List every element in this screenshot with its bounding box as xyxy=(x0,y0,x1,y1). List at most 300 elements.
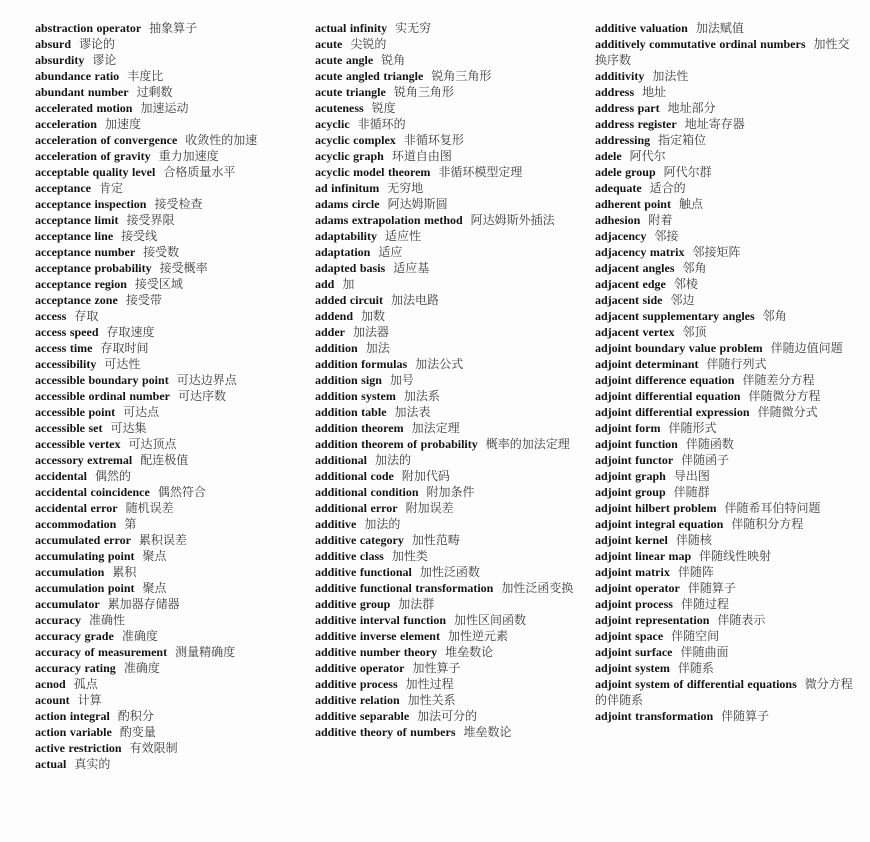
entry-definition: 准确度 xyxy=(121,629,158,643)
entry-definition: 偶然的 xyxy=(95,469,132,483)
dict-entry xyxy=(35,116,301,132)
dict-entry xyxy=(315,676,581,692)
entry-term: address xyxy=(595,85,635,99)
entry-definition: 第 xyxy=(124,517,137,531)
entry-term: acute angle xyxy=(315,53,374,67)
entry-term: additive functional transformation xyxy=(315,581,494,595)
entry-definition: 附加代码 xyxy=(401,469,450,483)
dict-entry xyxy=(315,212,581,228)
dict-entry xyxy=(595,292,861,308)
dict-entry xyxy=(315,324,581,340)
entry-definition: 加性关系 xyxy=(407,693,456,707)
dict-entry xyxy=(595,148,861,164)
entry-term: added circuit xyxy=(315,293,383,307)
entry-term: addition system xyxy=(315,389,396,403)
dict-entry xyxy=(315,516,581,532)
entry-term: adjoint form xyxy=(595,421,661,435)
entry-term: accessible point xyxy=(35,405,116,419)
entry-term: additive separable xyxy=(315,709,410,723)
dictionary-columns xyxy=(35,20,862,772)
entry-definition: 适应性 xyxy=(385,229,422,243)
entry-definition: 酌积分 xyxy=(117,709,154,723)
dict-entry xyxy=(35,564,301,580)
entry-definition: 加速运动 xyxy=(140,101,189,115)
entry-definition: 加法性 xyxy=(652,69,689,83)
entry-term: additive interval function xyxy=(315,613,447,627)
dict-entry xyxy=(315,276,581,292)
entry-term: adjoint function xyxy=(595,437,678,451)
entry-term: abstraction operator xyxy=(35,21,142,35)
dict-entry xyxy=(315,452,581,468)
entry-definition: 加性类 xyxy=(391,549,428,563)
entry-term: adjoint matrix xyxy=(595,565,670,579)
entry-term: action variable xyxy=(35,725,112,739)
entry-term: additivity xyxy=(595,69,645,83)
dict-entry xyxy=(315,52,581,68)
entry-definition: 邻顶 xyxy=(682,325,707,339)
entry-term: additive process xyxy=(315,677,398,691)
dict-entry xyxy=(595,212,861,228)
dict-entry xyxy=(35,756,301,772)
entry-term: access speed xyxy=(35,325,99,339)
entry-term: acyclic complex xyxy=(315,133,396,147)
dict-entry xyxy=(315,228,581,244)
entry-term: adjoint transformation xyxy=(595,709,714,723)
entry-definition: 伴随函数 xyxy=(685,437,734,451)
entry-definition: 伴随积分方程 xyxy=(731,517,804,531)
dict-entry xyxy=(35,372,301,388)
entry-definition: 加性交换序数 xyxy=(595,37,850,67)
entry-definition: 过剩数 xyxy=(136,85,173,99)
dict-entry xyxy=(315,724,581,740)
entry-term: accelerated motion xyxy=(35,101,133,115)
entry-definition: 存取速度 xyxy=(106,325,155,339)
entry-definition: 伴随过程 xyxy=(680,597,729,611)
entry-definition: 丰度比 xyxy=(127,69,164,83)
entry-definition: 可达顶点 xyxy=(128,437,177,451)
dict-entry xyxy=(35,420,301,436)
dict-entry xyxy=(35,500,301,516)
entry-definition: 地址寄存器 xyxy=(684,117,745,131)
entry-term: acceptance number xyxy=(35,245,136,259)
entry-term: adder xyxy=(315,325,345,339)
dict-entry xyxy=(315,148,581,164)
entry-term: acceptance xyxy=(35,181,91,195)
entry-term: acyclic model theorem xyxy=(315,165,431,179)
entry-term: adherent point xyxy=(595,197,671,211)
entry-definition: 接受检查 xyxy=(154,197,203,211)
entry-term: acute triangle xyxy=(315,85,386,99)
entry-term: accessibility xyxy=(35,357,97,371)
entry-term: addition theorem of probability xyxy=(315,437,478,451)
entry-term: additive number theory xyxy=(315,645,438,659)
entry-definition: 锐角三角形 xyxy=(431,69,492,83)
entry-definition: 加性过程 xyxy=(405,677,454,691)
entry-term: acute xyxy=(315,37,343,51)
entry-definition: 加号 xyxy=(389,373,414,387)
dict-entry xyxy=(35,532,301,548)
entry-term: additional condition xyxy=(315,485,419,499)
entry-term: accessible boundary point xyxy=(35,373,169,387)
entry-term: addition sign xyxy=(315,373,382,387)
entry-term: additive xyxy=(315,517,357,531)
dict-entry xyxy=(35,676,301,692)
dict-entry xyxy=(35,148,301,164)
entry-definition: 概率的加法定理 xyxy=(485,437,570,451)
dict-entry xyxy=(595,84,861,100)
entry-definition: 邻角 xyxy=(682,261,707,275)
entry-definition: 伴随阵 xyxy=(677,565,714,579)
dict-entry xyxy=(595,676,861,708)
entry-definition: 微分方程的伴随系 xyxy=(595,677,853,707)
entry-definition: 偶然符合 xyxy=(157,485,206,499)
dict-entry xyxy=(35,212,301,228)
dict-entry xyxy=(315,708,581,724)
entry-definition: 加性泛函变换 xyxy=(501,581,574,595)
entry-definition: 测量精确度 xyxy=(175,645,236,659)
entry-definition: 伴随函子 xyxy=(681,453,730,467)
entry-definition: 真实的 xyxy=(74,757,111,771)
entry-definition: 加法的 xyxy=(375,453,412,467)
entry-term: additive functional xyxy=(315,565,412,579)
entry-definition: 重力加速度 xyxy=(158,149,219,163)
entry-term: accessory extremal xyxy=(35,453,133,467)
entry-definition: 加性区间函数 xyxy=(454,613,527,627)
entry-definition: 累积误差 xyxy=(138,533,187,547)
entry-term: acnod xyxy=(35,677,66,691)
entry-definition: 接受数 xyxy=(143,245,180,259)
entry-term: additive class xyxy=(315,549,384,563)
dict-entry xyxy=(595,564,861,580)
entry-definition: 累积 xyxy=(112,565,137,579)
entry-term: adjoint kernel xyxy=(595,533,668,547)
dict-entry xyxy=(35,452,301,468)
entry-definition: 非循环的 xyxy=(357,117,406,131)
entry-definition: 触点 xyxy=(678,197,703,211)
dict-entry xyxy=(35,628,301,644)
dict-entry xyxy=(315,36,581,52)
entry-term: access xyxy=(35,309,67,323)
dict-entry xyxy=(595,324,861,340)
entry-definition: 非循环复形 xyxy=(403,133,464,147)
entry-term: accidental coincidence xyxy=(35,485,150,499)
entry-definition: 指定箱位 xyxy=(658,133,707,147)
dict-entry xyxy=(35,356,301,372)
dict-entry xyxy=(595,708,861,724)
entry-term: acceleration of gravity xyxy=(35,149,151,163)
entry-term: adjoint difference equation xyxy=(595,373,735,387)
entry-term: accumulation point xyxy=(35,581,135,595)
dict-entry xyxy=(35,164,301,180)
dict-entry xyxy=(35,404,301,420)
entry-definition: 加法 xyxy=(365,341,390,355)
entry-term: additive valuation xyxy=(595,21,688,35)
entry-term: acceleration xyxy=(35,117,97,131)
dict-entry xyxy=(315,436,581,452)
dict-entry xyxy=(315,644,581,660)
entry-definition: 阿代尔群 xyxy=(663,165,712,179)
dict-entry xyxy=(595,356,861,372)
dict-entry xyxy=(35,52,301,68)
entry-term: adjacency matrix xyxy=(595,245,685,259)
entry-term: acceptance zone xyxy=(35,293,118,307)
entry-definition: 锐度 xyxy=(371,101,396,115)
entry-term: adaptability xyxy=(315,229,378,243)
dict-entry xyxy=(315,356,581,372)
dict-entry xyxy=(595,644,861,660)
entry-definition: 加法定理 xyxy=(411,421,460,435)
entry-term: accumulating point xyxy=(35,549,135,563)
dict-entry xyxy=(595,36,861,68)
entry-term: additively commutative ordinal numbers xyxy=(595,37,806,51)
entry-definition: 伴随算子 xyxy=(687,581,736,595)
entry-term: acyclic graph xyxy=(315,149,384,163)
entry-term: ad infinitum xyxy=(315,181,380,195)
entry-term: addressing xyxy=(595,133,651,147)
dictionary-column-3 xyxy=(595,20,861,772)
entry-term: accuracy grade xyxy=(35,629,114,643)
dict-entry xyxy=(35,484,301,500)
entry-definition: 伴随系 xyxy=(677,661,714,675)
entry-definition: 邻边 xyxy=(670,293,695,307)
dict-entry xyxy=(595,436,861,452)
dict-entry xyxy=(35,468,301,484)
dict-entry xyxy=(35,436,301,452)
entry-term: accessible vertex xyxy=(35,437,121,451)
entry-term: additive group xyxy=(315,597,391,611)
dict-entry xyxy=(35,340,301,356)
dict-entry xyxy=(35,692,301,708)
dict-entry xyxy=(595,180,861,196)
entry-term: acceptance region xyxy=(35,277,127,291)
dict-entry xyxy=(315,404,581,420)
entry-definition: 邻接矩阵 xyxy=(692,245,741,259)
entry-term: abundant number xyxy=(35,85,129,99)
dict-entry xyxy=(35,276,301,292)
dict-entry xyxy=(595,20,861,36)
dict-entry xyxy=(315,116,581,132)
dict-entry xyxy=(35,596,301,612)
dict-entry xyxy=(595,244,861,260)
entry-term: addition table xyxy=(315,405,387,419)
entry-definition: 加速度 xyxy=(104,117,141,131)
entry-term: adjacent side xyxy=(595,293,663,307)
entry-term: abundance ratio xyxy=(35,69,120,83)
entry-definition: 伴随行列式 xyxy=(706,357,767,371)
dict-entry xyxy=(35,388,301,404)
entry-term: adjoint boundary value problem xyxy=(595,341,763,355)
entry-term: adjoint integral equation xyxy=(595,517,724,531)
entry-definition: 可达性 xyxy=(104,357,141,371)
entry-definition: 加法系 xyxy=(403,389,440,403)
entry-term: adele xyxy=(595,149,622,163)
entry-term: adjoint graph xyxy=(595,469,666,483)
dict-entry xyxy=(315,612,581,628)
entry-term: additive theory of numbers xyxy=(315,725,456,739)
entry-term: adjoint differential expression xyxy=(595,405,750,419)
dict-entry xyxy=(315,660,581,676)
entry-term: adjoint hilbert problem xyxy=(595,501,717,515)
entry-definition: 无穷地 xyxy=(387,181,424,195)
entry-term: acceptance line xyxy=(35,229,114,243)
entry-term: adjoint space xyxy=(595,629,664,643)
dict-entry xyxy=(35,100,301,116)
dict-entry xyxy=(315,500,581,516)
entry-term: action integral xyxy=(35,709,110,723)
dict-entry xyxy=(35,196,301,212)
entry-definition: 配连极值 xyxy=(140,453,189,467)
entry-definition: 接受区域 xyxy=(134,277,183,291)
dict-entry xyxy=(595,404,861,420)
dict-entry xyxy=(595,388,861,404)
entry-term: addition theorem xyxy=(315,421,404,435)
dict-entry xyxy=(595,532,861,548)
entry-definition: 伴随希耳伯特问题 xyxy=(724,501,821,515)
entry-definition: 加法表 xyxy=(394,405,431,419)
entry-term: acceleration of convergence xyxy=(35,133,178,147)
entry-term: adjacent edge xyxy=(595,277,666,291)
dict-entry xyxy=(315,308,581,324)
entry-term: absurd xyxy=(35,37,72,51)
entry-term: acute angled triangle xyxy=(315,69,424,83)
entry-definition: 随机误差 xyxy=(125,501,174,515)
dict-entry xyxy=(315,532,581,548)
dict-entry xyxy=(315,484,581,500)
entry-definition: 接受线 xyxy=(121,229,158,243)
dict-entry xyxy=(35,228,301,244)
dict-entry xyxy=(595,612,861,628)
dict-entry xyxy=(35,260,301,276)
entry-term: actual infinity xyxy=(315,21,388,35)
entry-term: access time xyxy=(35,341,93,355)
entry-definition: 伴随核 xyxy=(675,533,712,547)
dictionary-column-2 xyxy=(315,20,581,772)
entry-definition: 谬论 xyxy=(92,53,117,67)
entry-term: additive category xyxy=(315,533,404,547)
entry-term: adhesion xyxy=(595,213,641,227)
entry-term: active restriction xyxy=(35,741,122,755)
entry-definition: 伴随差分方程 xyxy=(742,373,815,387)
dict-entry xyxy=(595,596,861,612)
dict-entry xyxy=(35,724,301,740)
dict-entry xyxy=(595,372,861,388)
dict-entry xyxy=(595,340,861,356)
entry-definition: 地址 xyxy=(642,85,667,99)
dict-entry xyxy=(315,628,581,644)
entry-definition: 存取 xyxy=(74,309,99,323)
entry-definition: 导出图 xyxy=(673,469,710,483)
dict-entry xyxy=(595,420,861,436)
dict-entry xyxy=(35,20,301,36)
entry-definition: 加性算子 xyxy=(412,661,461,675)
dict-entry xyxy=(595,276,861,292)
entry-term: additional code xyxy=(315,469,394,483)
dict-entry xyxy=(595,100,861,116)
dict-entry xyxy=(315,100,581,116)
dict-entry xyxy=(35,548,301,564)
entry-term: additional xyxy=(315,453,368,467)
entry-definition: 加数 xyxy=(361,309,386,323)
dict-entry xyxy=(315,244,581,260)
dict-entry xyxy=(35,516,301,532)
dict-entry xyxy=(315,692,581,708)
dict-entry xyxy=(315,196,581,212)
entry-definition: 加法公式 xyxy=(415,357,464,371)
entry-term: accuracy xyxy=(35,613,81,627)
entry-definition: 可达边界点 xyxy=(176,373,237,387)
entry-term: adjoint system of differential equations xyxy=(595,677,797,691)
entry-definition: 接受界限 xyxy=(126,213,175,227)
entry-term: accuracy rating xyxy=(35,661,116,675)
entry-term: adjoint functor xyxy=(595,453,674,467)
entry-term: adjacent vertex xyxy=(595,325,675,339)
entry-term: accumulation xyxy=(35,565,105,579)
dict-entry xyxy=(315,260,581,276)
dict-entry xyxy=(35,132,301,148)
entry-term: absurdity xyxy=(35,53,85,67)
entry-definition: 伴随曲面 xyxy=(680,645,729,659)
entry-definition: 伴随微分方程 xyxy=(748,389,821,403)
entry-definition: 加法群 xyxy=(398,597,435,611)
entry-definition: 伴随算子 xyxy=(721,709,770,723)
dict-entry xyxy=(595,468,861,484)
entry-definition: 堆垒数论 xyxy=(445,645,494,659)
dict-entry xyxy=(595,196,861,212)
dict-entry xyxy=(315,596,581,612)
dict-entry xyxy=(595,548,861,564)
dict-entry xyxy=(35,660,301,676)
entry-definition: 邻棱 xyxy=(673,277,698,291)
entry-definition: 收敛性的加速 xyxy=(185,133,258,147)
entry-definition: 非循环模型定理 xyxy=(438,165,523,179)
entry-definition: 加性逆元素 xyxy=(447,629,508,643)
entry-definition: 邻接 xyxy=(654,229,679,243)
entry-definition: 抽象算子 xyxy=(149,21,198,35)
entry-term: addition formulas xyxy=(315,357,408,371)
entry-term: addition xyxy=(315,341,358,355)
entry-definition: 加法器 xyxy=(353,325,390,339)
entry-definition: 锐角三角形 xyxy=(393,85,454,99)
entry-definition: 接受带 xyxy=(125,293,162,307)
entry-definition: 加性范畴 xyxy=(411,533,460,547)
entry-term: adaptation xyxy=(315,245,371,259)
dict-entry xyxy=(595,116,861,132)
entry-definition: 肯定 xyxy=(98,181,123,195)
entry-term: additive relation xyxy=(315,693,400,707)
entry-definition: 可达点 xyxy=(123,405,160,419)
entry-term: accuracy of measurement xyxy=(35,645,168,659)
entry-definition: 酌变量 xyxy=(119,725,156,739)
dict-entry xyxy=(595,452,861,468)
entry-term: acyclic xyxy=(315,117,350,131)
entry-definition: 接受概率 xyxy=(159,261,208,275)
entry-term: add xyxy=(315,277,335,291)
dict-entry xyxy=(595,68,861,84)
dict-entry xyxy=(595,260,861,276)
entry-term: additional error xyxy=(315,501,398,515)
entry-term: accessible set xyxy=(35,421,103,435)
dict-entry xyxy=(315,68,581,84)
dict-entry xyxy=(595,500,861,516)
dict-entry xyxy=(35,308,301,324)
entry-term: adams circle xyxy=(315,197,380,211)
entry-definition: 存取时间 xyxy=(100,341,149,355)
dict-entry xyxy=(315,548,581,564)
entry-definition: 伴随线性映射 xyxy=(699,549,772,563)
entry-definition: 加法赋值 xyxy=(695,21,744,35)
entry-definition: 聚点 xyxy=(142,549,167,563)
entry-definition: 加法的 xyxy=(364,517,401,531)
